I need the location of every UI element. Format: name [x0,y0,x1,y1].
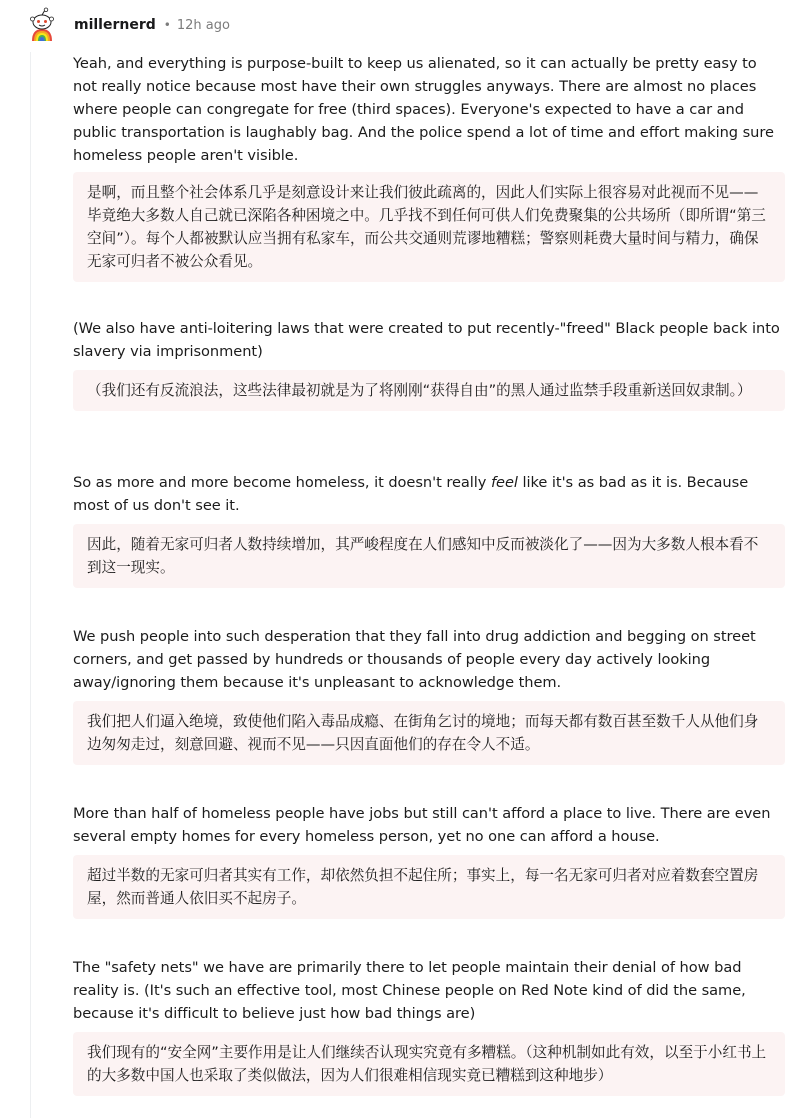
emphasis-text: feel [490,474,518,491]
translation-block: （我们还有反流浪法，这些法律最初就是为了将刚刚“获得自由”的黑人通过监禁手段重新送回奴隶制。） [73,370,785,411]
translation-block: 因此，随着无家可归者人数持续增加，其严峻程度在人们感知中反而被淡化了——因为大多数人根本看不到这一现实。 [73,524,785,588]
comment-header [24,6,230,44]
paragraph-en: We push people into such desperation that they fall into drug addiction and begging on street corners, and get passed by hundreds or thousands of people every day actively looking away/ignoring them because it's unpleasant to acknowledge them. [73,628,756,691]
username-link[interactable]: millernerd [74,17,156,33]
paragraph-en: The "safety nets" we have are primarily there to let people maintain their denial of how bad reality is. (It's such an effective tool, most Chinese people on Red Note kind of did the same, because it's difficult to believe just how bad things are) [73,959,746,1022]
paragraph-en: (We also have anti-loitering laws that were created to put recently-"freed" Black people back into slavery via imprisonment) [73,320,780,360]
paragraph-text: like it's as bad as it is. Because most of us don't see it. [73,474,749,514]
translation-block: 超过半数的无家可归者其实有工作，却依然负担不起住所；事实上，每一名无家可归者对应着数套空置房屋，然而普通人依旧买不起房子。 [73,855,785,919]
paragraph-en: Yeah, and everything is purpose-built to keep us alienated, so it can actually be pretty easy to not really notice because most have their own struggles anyways. There are almost no places where people can congregate for free (third spaces). Everyone's expected to have a car and public transportation is laughably bag. And the police spend a lot of time and effort making sure homeless people aren't visible. [73,55,774,164]
translation-block: 我们把人们逼入绝境，致使他们陷入毒品成瘾、在街角乞讨的境地；而每天都有数百甚至数千人从他们身边匆匆走过，刻意回避、视而不见——只因直面他们的存在令人不适。 [73,701,785,765]
meta-separator: • [163,18,171,32]
snoo-avatar-icon[interactable] [24,7,60,43]
thread-line[interactable] [30,52,31,1118]
translation-block: 我们现有的“安全网”主要作用是让人们继续否认现实究竟有多糟糕。（这种机制如此有效，以至于小红书上的大多数中国人也采取了类似做法，因为人们很难相信现实竟已糟糕到这种地步） [73,1032,785,1096]
paragraph-text: So as more and more become homeless, it doesn't really [73,474,491,491]
comment-timestamp[interactable]: 12h ago [176,17,230,33]
paragraph-en: More than half of homeless people have jobs but still can't afford a place to live. There are even several empty homes for every homeless person, yet no one can afford a house. [73,805,771,845]
translation-block: 是啊，而且整个社会体系几乎是刻意设计来让我们彼此疏离的，因此人们实际上很容易对此视而不见——毕竟绝大多数人自己就已深陷各种困境之中。几乎找不到任何可供人们免费聚集的公共场所（即所谓“第三空间”）。每个人都被默认应当拥有私家车，而公共交通则荒谬地糟糕；警察则耗费大量时间与精力，确保无家可归者不被公众看见。 [73,172,785,282]
paragraph-en [73,471,785,517]
